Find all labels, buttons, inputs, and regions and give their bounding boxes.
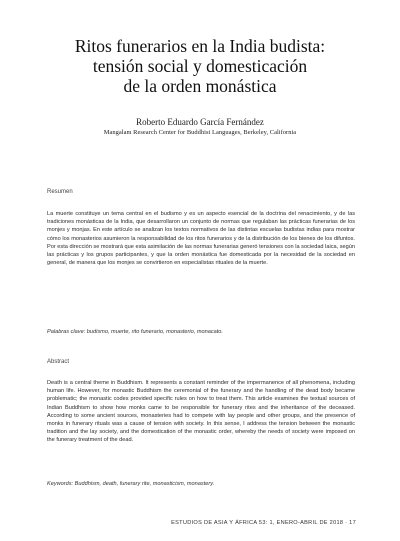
article-title bbox=[40, 36, 360, 96]
abstract-heading: Abstract bbox=[47, 359, 70, 365]
author-name: Roberto Eduardo García Fernández bbox=[136, 117, 264, 127]
title-line-3: de la orden monástica bbox=[123, 76, 277, 96]
resumen-paragraph: La muerte constituye un tema central en el budismo y es un aspecto esencial de la doctrina del renacimiento, y de las tradiciones monásticas de la India, que desarrollaron un conjunto de normas que regulaban las prácticas funerarias de los monjes y monjas. En este artículo se analizan los textos normativos de las distintas escuelas budistas indias para mostrar cómo los monasterios asumieron la responsabilidad de los ritos funerarios y de la distribución de los bienes de los difuntos. Por esta dirección se mostrará que esta asimilación de las normas funerarias generó tensiones con la sociedad laica, según las prácticas y los grupos participantes, y que la orden monástica fue domesticada por la necesidad de la sociedad en general, de manera que los monjes se convirtieron en especialistas rituales de la muerte. bbox=[47, 211, 355, 267]
abstract-paragraph: Death is a central theme in Buddhism. It represents a constant reminder of the impermanence of all phenomena, including human life. However, for monastic Buddhism the ceremonial of the funerary and the handling of the dead body became problematic; the monastic codes provided specific rules on how to treat them. This article examines the textual sources of Indian Buddhism to show how monks came to be responsible for funerary rites and the inheritance of the deceased. According to some ancient sources, monasteries had to compete with lay people and other groups, and the presence of monks in funerary rituals was a cause of tension with society. In this sense, I address the tension between the monastic tradition and the lay society, and the domestication of the monastic order, whereby the needs of society were imposed on the funerary treatment of the dead. bbox=[47, 380, 355, 444]
title-line-1: Ritos funerarios en la India budista: bbox=[74, 36, 326, 56]
palabras-clave: Palabras clave: budismo, muerte, rito funerario, monasterio, monacato. bbox=[47, 329, 223, 335]
author-affiliation: Mangalam Research Center for Buddhist Languages, Berkeley, California bbox=[103, 129, 297, 136]
title-line-2: tensión social y domesticación bbox=[92, 56, 308, 76]
keywords: Keywords: Buddhism, death, funerary rite, monasticism, monastery. bbox=[47, 481, 215, 487]
page-footer: ESTUDIOS DE ASIA Y ÁFRICA 53: 1, ENERO-ABRIL DE 2018 · 17 bbox=[171, 520, 356, 526]
resumen-heading: Resumen bbox=[47, 189, 73, 195]
